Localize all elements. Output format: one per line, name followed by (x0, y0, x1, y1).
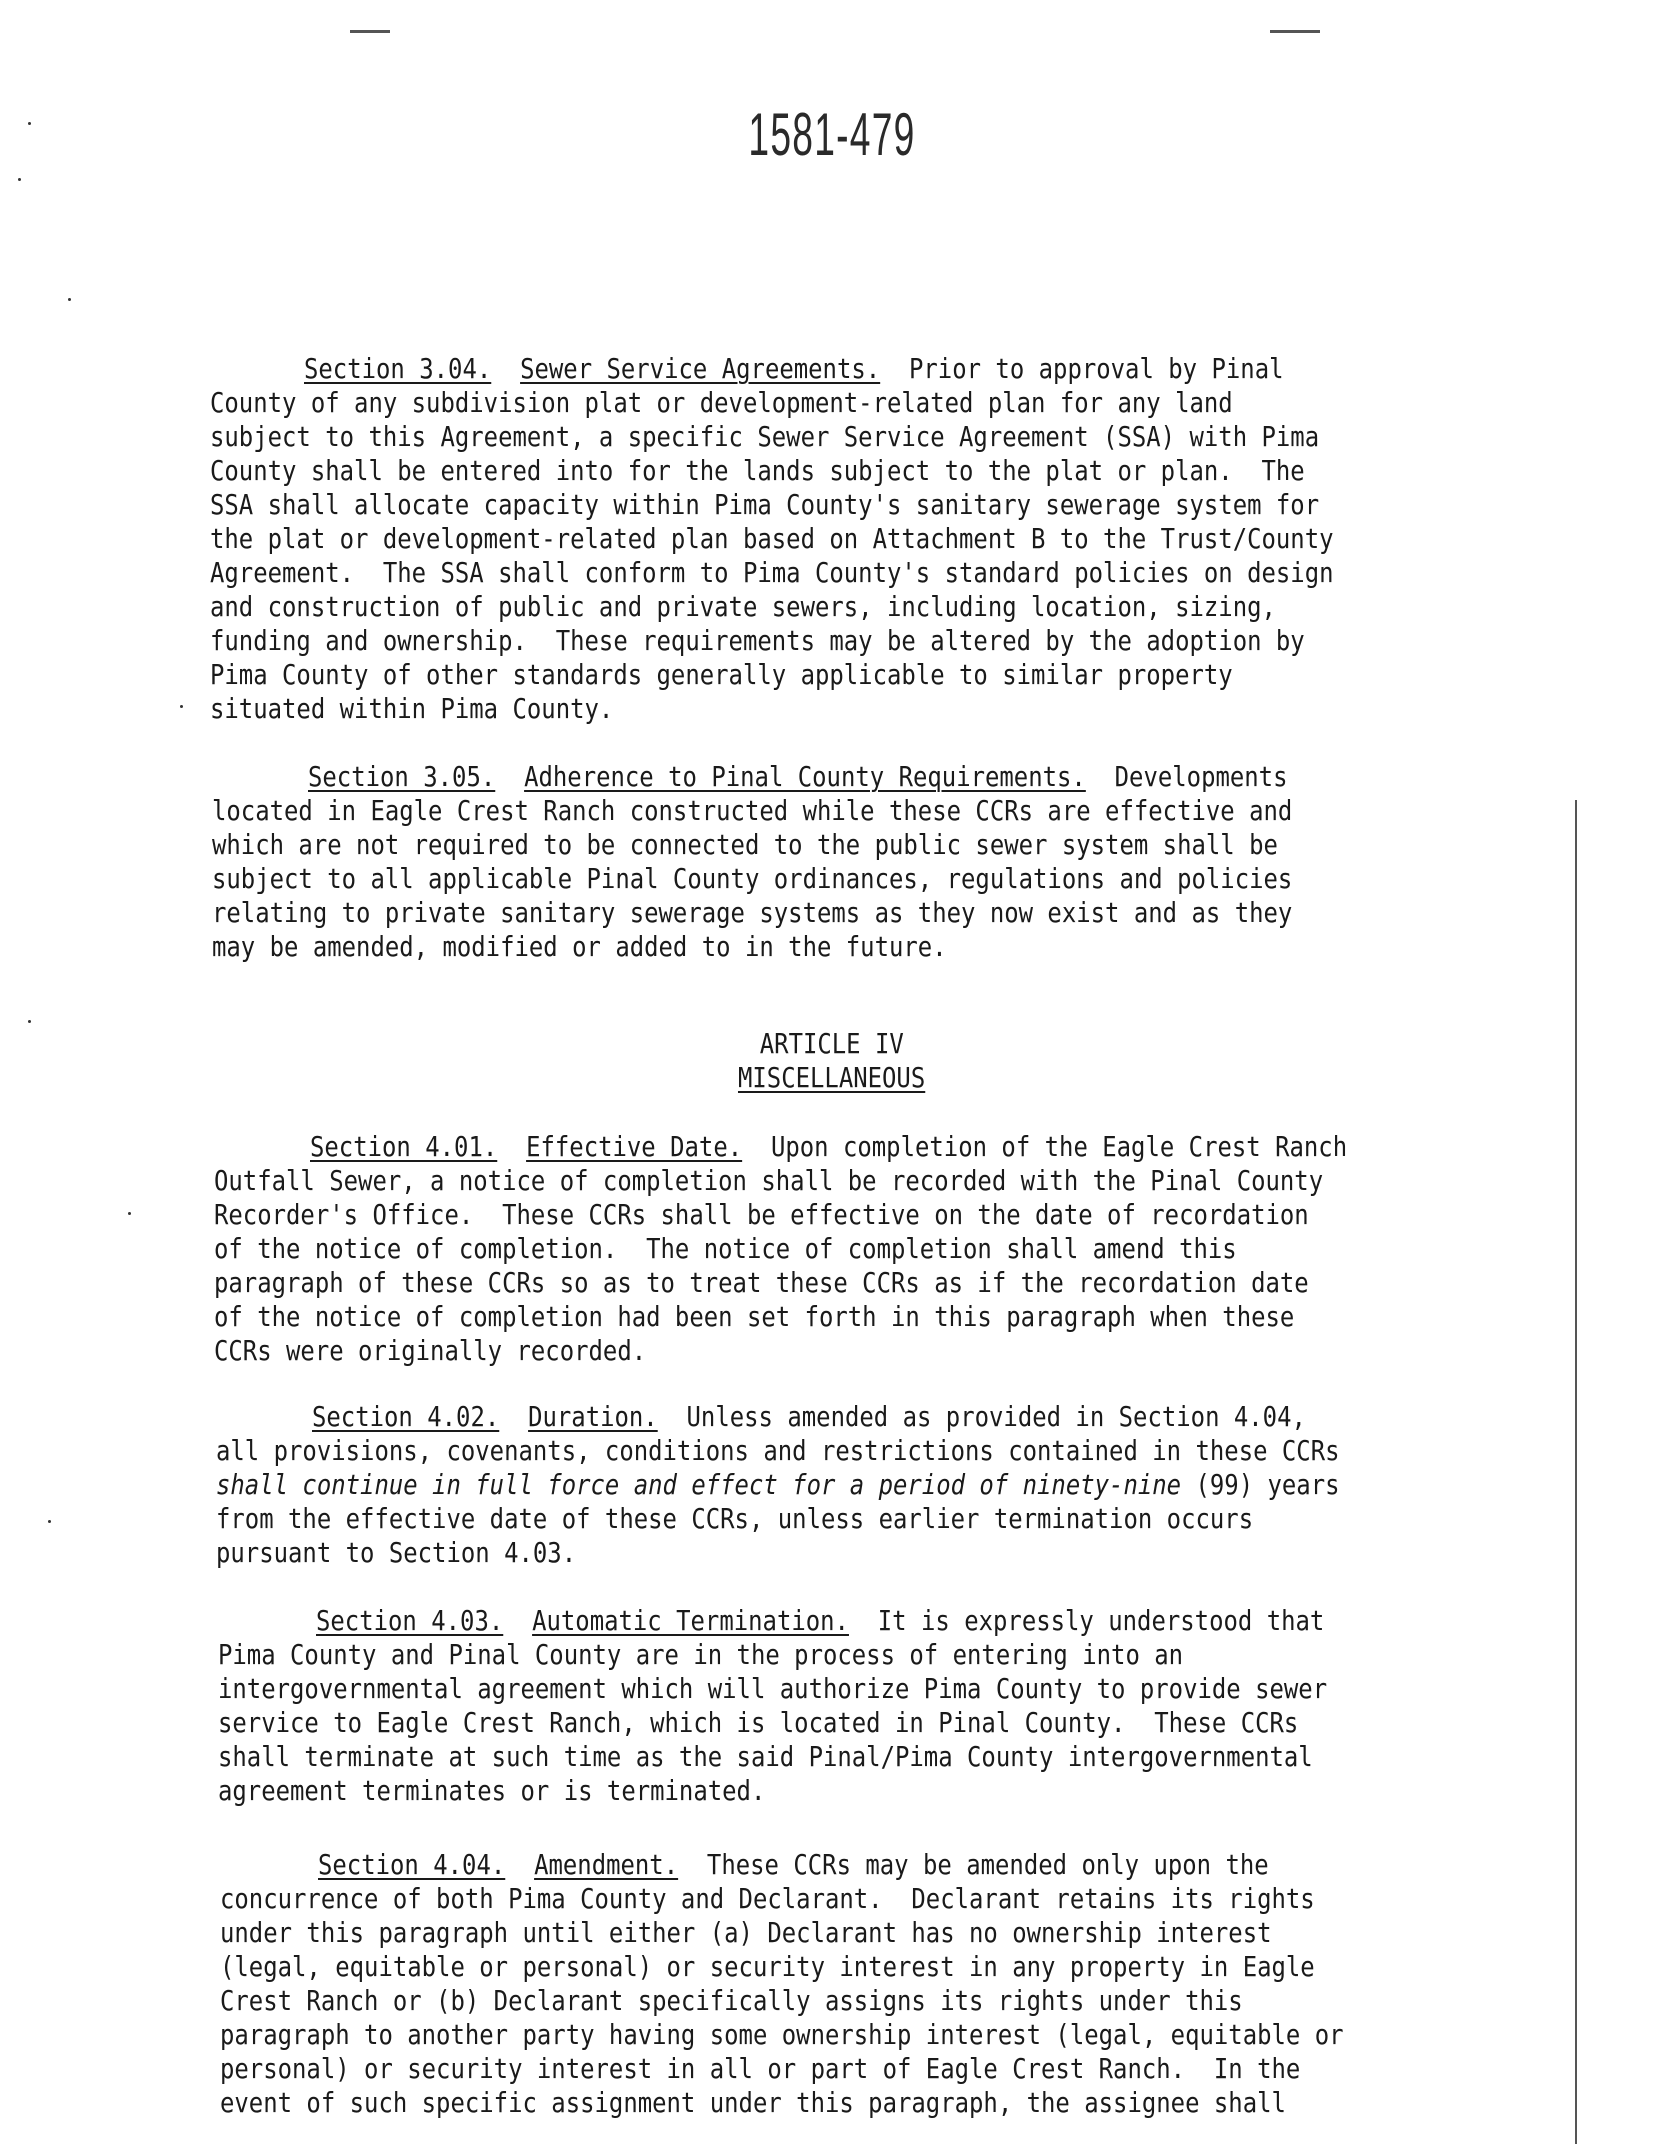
section-title: Effective Date. (526, 1131, 743, 1163)
text-line: of the notice of completion had been set forth in this paragraph when these (214, 1301, 1295, 1333)
text-line: the plat or development-related plan based on Attachment B to the Trust/County (210, 523, 1334, 555)
article-number: ARTICLE IV (759, 1028, 905, 1060)
text-line: under this paragraph until either (a) Declarant has no ownership interest (220, 1917, 1272, 1949)
right-margin-rule (1575, 800, 1577, 2144)
section-title: Sewer Service Agreements. (520, 353, 881, 385)
section-title: Duration. (528, 1401, 658, 1433)
text-line: Developments (1085, 761, 1288, 793)
text-line: It is expressly understood that (848, 1605, 1325, 1637)
section-heading: Section 4.04. (318, 1849, 506, 1881)
section-heading: Section 4.02. (312, 1401, 500, 1433)
text-line: situated within Pima County. (210, 693, 614, 725)
scan-speck (28, 1020, 31, 1023)
text-line: Prior to approval by Pinal (880, 353, 1284, 385)
text-line: event of such specific assignment under this paragraph, the assignee shall (220, 2087, 1286, 2119)
scan-speck (48, 1520, 51, 1523)
text-line: paragraph of these CCRs so as to treat these CCRs as if the recordation date (214, 1267, 1309, 1299)
section-heading: Section 4.03. (316, 1605, 504, 1637)
text-line: CCRs were originally recorded. (214, 1335, 647, 1367)
text-line: subject to this Agreement, a specific Sewer Service Agreement (SSA) with Pima (210, 421, 1320, 453)
text-line: service to Eagle Crest Ranch, which is located in Pinal County. These CCRs (218, 1707, 1299, 1739)
text-line: intergovernmental agreement which will authorize Pima County to provide sewer (218, 1673, 1328, 1705)
text-line: may be amended, modified or added to in the future. (212, 931, 947, 963)
section-title: Amendment. (534, 1849, 679, 1881)
text-line: and construction of public and private sewers, including location, sizing, (210, 591, 1276, 623)
text-line: Unless amended as provided in Section 4.04, (657, 1401, 1306, 1433)
section-first-line (310, 1130, 1347, 1164)
text-line: relating to private sanitary sewerage systems as they now exist and as they (212, 897, 1293, 929)
text-line: funding and ownership. These requirements may be altered by the adoption by (210, 625, 1305, 657)
scan-speck (18, 178, 21, 181)
text-line: subject to all applicable Pinal County ordinances, regulations and policies (212, 863, 1293, 895)
scan-speck (68, 298, 71, 301)
text-line: paragraph to another party having some ownership interest (legal, equitable or (220, 2019, 1344, 2051)
text-line: Recorder's Office. These CCRs shall be effective on the date of recordation (214, 1199, 1309, 1231)
scan-speck (128, 1212, 131, 1215)
scan-speck (28, 122, 31, 125)
text-line: SSA shall allocate capacity within Pima County's sanitary sewerage system for (210, 489, 1320, 521)
text-line: Upon completion of the Eagle Crest Ranch (742, 1131, 1348, 1163)
text-line: (legal, equitable or personal) or security interest in any property in Eagle (220, 1951, 1315, 1983)
text-line: located in Eagle Crest Ranch constructed while these CCRs are effective and (212, 795, 1293, 827)
text-line: Crest Ranch or (b) Declarant specifically assigns its rights under this (220, 1985, 1243, 2017)
text-line: These CCRs may be amended only upon the (678, 1849, 1269, 1881)
section-first-line (312, 1400, 1306, 1434)
text-line: which are not required to be connected to the public sewer system shall be (212, 829, 1278, 861)
text-line: concurrence of both Pima County and Declarant. Declarant retains its rights (220, 1883, 1315, 1915)
text-line: Pima County and Pinal County are in the process of entering into an (218, 1639, 1184, 1671)
text-line: Outfall Sewer, a notice of completion shall be recorded with the Pinal County (214, 1165, 1324, 1197)
text-line: shall terminate at such time as the said Pinal/Pima County intergovernmental (218, 1741, 1313, 1773)
section-heading: Section 3.05. (308, 761, 496, 793)
scan-speck (180, 705, 183, 708)
text-line: shall continue in full force and effect for a period of ninety-nine (99) years (216, 1469, 1340, 1501)
section-title: Automatic Termination. (532, 1605, 849, 1637)
section-first-line (304, 352, 1284, 386)
page-number: 1581-479 (748, 101, 916, 168)
text-line: pursuant to Section 4.03. (216, 1537, 577, 1569)
section-first-line (308, 760, 1287, 794)
text-line: of the notice of completion. The notice of completion shall amend this (214, 1233, 1237, 1265)
scan-mark (1270, 30, 1320, 33)
section-heading: Section 3.04. (304, 353, 492, 385)
text-line: County shall be entered into for the lands subject to the plat or plan. The (210, 455, 1305, 487)
section-first-line (316, 1604, 1324, 1638)
section-title: Adherence to Pinal County Requirements. (524, 761, 1086, 793)
section-first-line (318, 1848, 1269, 1882)
article-title: MISCELLANEOUS (738, 1062, 926, 1094)
section-heading: Section 4.01. (310, 1131, 498, 1163)
scan-mark (350, 30, 390, 33)
text-line: County of any subdivision plat or development-related plan for any land (210, 387, 1233, 419)
text-line: agreement terminates or is terminated. (218, 1775, 766, 1807)
text-line: Pima County of other standards generally applicable to similar property (210, 659, 1233, 691)
text-line: all provisions, covenants, conditions and restrictions contained in these CCRs (216, 1435, 1340, 1467)
text-line: Agreement. The SSA shall conform to Pima County's standard policies on design (210, 557, 1334, 589)
text-line: personal) or security interest in all or part of Eagle Crest Ranch. In the (220, 2053, 1301, 2085)
text-line: from the effective date of these CCRs, unless earlier termination occurs (216, 1503, 1254, 1535)
